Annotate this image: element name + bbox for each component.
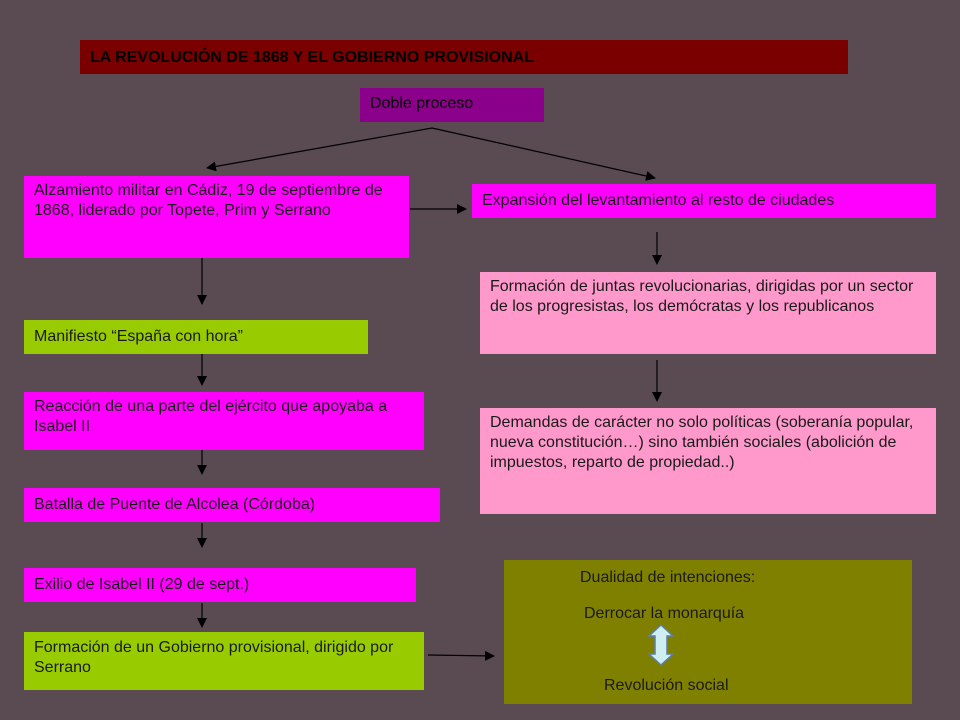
arrow-root-left xyxy=(207,128,432,168)
node-government: Formación de un Gobierno provisional, dirigido por Serrano xyxy=(24,632,424,690)
page-title: LA REVOLUCIÓN DE 1868 Y EL GOBIERNO PROVISIONAL xyxy=(80,40,848,74)
duality-option-a: Derrocar la monarquía xyxy=(584,605,745,622)
node-expansion: Expansión del levantamiento al resto de ciudades xyxy=(472,184,936,218)
node-duality xyxy=(504,560,912,704)
arrow-root-right xyxy=(432,128,655,178)
node-juntas: Formación de juntas revolucionarias, dirigidas por un sector de los progresistas, los demócratas y los republicanos xyxy=(480,272,936,354)
node-exile: Exilio de Isabel II (29 de sept.) xyxy=(24,568,416,602)
arrow-government-duality xyxy=(428,655,494,656)
node-uprising: Alzamiento militar en Cádiz, 19 de septiembre de 1868, liderado por Topete, Prim y Serrano xyxy=(24,176,409,258)
duality-heading: Dualidad de intenciones: xyxy=(580,569,756,586)
root-node: Doble proceso xyxy=(360,88,544,122)
node-battle: Batalla de Puente de Alcolea (Córdoba) xyxy=(24,488,440,522)
node-reaction: Reacción de una parte del ejército que apoyaba a Isabel II xyxy=(24,392,424,450)
double-arrow-icon xyxy=(648,624,674,666)
duality-option-b: Revolución social xyxy=(604,677,729,694)
node-manifesto: Manifiesto “España con hora” xyxy=(24,320,368,354)
node-demands: Demandas de carácter no solo políticas (soberanía popular, nueva constitución…) sino también sociales (abolición de impuestos, reparto de propiedad..) xyxy=(480,408,936,514)
